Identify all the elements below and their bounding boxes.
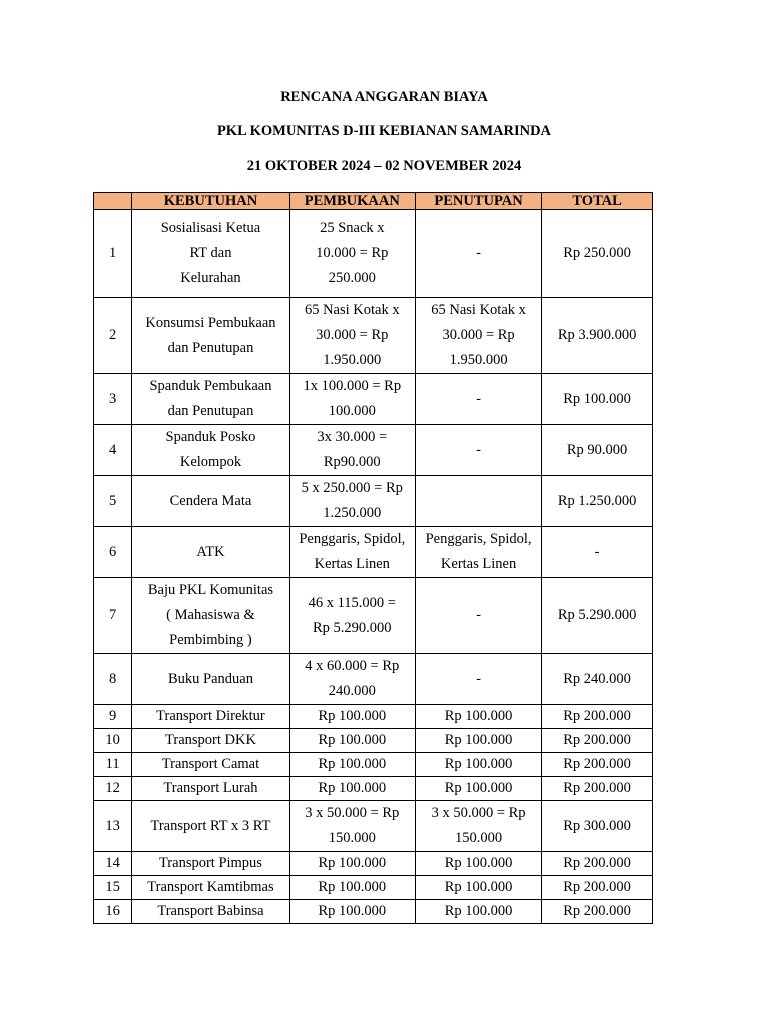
table-row xyxy=(94,705,653,729)
cell-line: Transport Babinsa xyxy=(157,903,264,919)
cell-pembukaan xyxy=(289,298,415,374)
cell-line: Konsumsi Pembukaan xyxy=(145,314,276,331)
cell-pembukaan xyxy=(289,777,415,801)
cell-no: 2 xyxy=(94,298,132,374)
cell-pembukaan xyxy=(289,852,415,876)
cell-line: Kelurahan xyxy=(180,270,241,286)
cell-line: Rp 100.000 xyxy=(318,732,387,748)
cell-penutupan xyxy=(415,852,541,876)
table-row xyxy=(94,876,653,900)
cell-no: 8 xyxy=(94,654,132,705)
cell-line: RT dan xyxy=(189,245,232,261)
cell-line: Rp 100.000 xyxy=(318,780,387,796)
cell-line: Rp 100.000 xyxy=(444,855,513,871)
cell-total: - xyxy=(542,527,653,578)
cell-penutupan xyxy=(415,425,541,476)
cell-line: Rp 100.000 xyxy=(318,708,387,724)
cell-line: Pembimbing ) xyxy=(169,632,252,648)
cell-line: Transport RT x 3 RT xyxy=(150,817,271,834)
cell-line: Transport Direktur xyxy=(156,708,265,724)
table-row xyxy=(94,900,653,924)
cell-line: 240.000 xyxy=(328,683,376,699)
cell-line: 1x 100.000 = Rp xyxy=(303,378,402,394)
header-penutupan: PENUTUPAN xyxy=(415,193,541,210)
cell-no: 1 xyxy=(94,210,132,298)
cell-kebutuhan xyxy=(132,476,289,527)
cell-no: 13 xyxy=(94,801,132,852)
cell-pembukaan xyxy=(289,654,415,705)
cell-line: 10.000 = Rp xyxy=(316,245,389,261)
cell-line: Rp 100.000 xyxy=(444,732,513,748)
cell-pembukaan xyxy=(289,729,415,753)
cell-line: Cendera Mata xyxy=(169,492,252,509)
cell-line: 150.000 xyxy=(455,830,503,846)
cell-penutupan xyxy=(415,476,541,527)
cell-penutupan xyxy=(415,900,541,924)
cell-no: 15 xyxy=(94,876,132,900)
cell-line: 65 Nasi Kotak x xyxy=(304,302,400,318)
cell-line: Spanduk Posko xyxy=(165,429,256,445)
cell-kebutuhan xyxy=(132,876,289,900)
cell-line: Transport Camat xyxy=(161,756,260,772)
cell-line: ATK xyxy=(196,543,225,560)
cell-no: 3 xyxy=(94,374,132,425)
cell-kebutuhan xyxy=(132,753,289,777)
cell-pembukaan xyxy=(289,705,415,729)
cell-line: 30.000 = Rp xyxy=(442,327,515,343)
header-pembukaan: PEMBUKAAN xyxy=(289,193,415,210)
cell-line: 3 x 50.000 = Rp xyxy=(305,805,400,821)
cell-total: Rp 300.000 xyxy=(542,801,653,852)
cell-total: Rp 200.000 xyxy=(542,705,653,729)
document-subtitle: PKL KOMUNITAS D-III KEBIANAN SAMARINDA xyxy=(216,123,552,139)
cell-line: Penggaris, Spidol, xyxy=(299,531,406,547)
cell-line: ( Mahasiswa & xyxy=(166,607,255,623)
cell-line: 1.250.000 xyxy=(323,505,382,521)
cell-no: 16 xyxy=(94,900,132,924)
cell-line: 100.000 xyxy=(328,403,376,419)
cell-line: 5 x 250.000 = Rp xyxy=(301,480,403,496)
table-row xyxy=(94,298,653,374)
cell-no: 12 xyxy=(94,777,132,801)
cell-line: 65 Nasi Kotak x xyxy=(431,302,526,318)
cell-line: - xyxy=(476,607,481,623)
table-row xyxy=(94,801,653,852)
cell-total: Rp 3.900.000 xyxy=(542,298,653,374)
header-no xyxy=(94,193,132,210)
cell-no: 10 xyxy=(94,729,132,753)
cell-pembukaan xyxy=(289,425,415,476)
cell-line: Kelompok xyxy=(179,454,242,470)
cell-penutupan xyxy=(415,210,541,298)
cell-line: 46 x 115.000 = xyxy=(308,594,396,611)
table-row xyxy=(94,852,653,876)
cell-line: Kertas Linen xyxy=(440,556,517,572)
cell-kebutuhan xyxy=(132,298,289,374)
cell-kebutuhan xyxy=(132,900,289,924)
cell-line: Kertas Linen xyxy=(314,556,390,572)
cell-pembukaan xyxy=(289,374,415,425)
cell-penutupan xyxy=(415,527,541,578)
cell-penutupan xyxy=(415,876,541,900)
table-header-row xyxy=(94,193,653,210)
table-row xyxy=(94,527,653,578)
cell-pembukaan xyxy=(289,527,415,578)
cell-penutupan xyxy=(415,705,541,729)
cell-line: - xyxy=(476,245,481,261)
cell-line: - xyxy=(476,670,481,687)
header-total: TOTAL xyxy=(542,193,653,210)
budget-table xyxy=(93,192,653,924)
document-title: RENCANA ANGGARAN BIAYA xyxy=(280,89,488,105)
cell-total: Rp 5.290.000 xyxy=(542,578,653,654)
cell-penutupan xyxy=(415,729,541,753)
cell-line: 3x 30.000 = xyxy=(317,429,388,445)
cell-total: Rp 100.000 xyxy=(542,374,653,425)
cell-line: Transport Pimpus xyxy=(158,855,262,871)
cell-no: 14 xyxy=(94,852,132,876)
cell-line: Baju PKL Komunitas xyxy=(147,582,274,598)
table-row xyxy=(94,425,653,476)
cell-kebutuhan xyxy=(132,852,289,876)
cell-line: dan Penutupan xyxy=(167,339,254,356)
cell-kebutuhan xyxy=(132,729,289,753)
cell-pembukaan xyxy=(289,900,415,924)
cell-line: Rp 100.000 xyxy=(318,855,387,871)
table-row xyxy=(94,578,653,654)
cell-line: Rp 100.000 xyxy=(444,879,513,895)
cell-kebutuhan xyxy=(132,801,289,852)
cell-line: dan Penutupan xyxy=(167,403,254,419)
cell-kebutuhan xyxy=(132,425,289,476)
cell-kebutuhan xyxy=(132,705,289,729)
cell-kebutuhan xyxy=(132,777,289,801)
cell-line: Transport DKK xyxy=(165,732,256,748)
table-row xyxy=(94,374,653,425)
cell-line: 3 x 50.000 = Rp xyxy=(431,805,526,821)
cell-total: Rp 200.000 xyxy=(542,900,653,924)
document-date-range: 21 OKTOBER 2024 – 02 NOVEMBER 2024 xyxy=(246,158,522,174)
cell-line: 1.950.000 xyxy=(323,352,382,368)
cell-no: 4 xyxy=(94,425,132,476)
cell-total: Rp 200.000 xyxy=(542,876,653,900)
cell-pembukaan xyxy=(289,210,415,298)
header-kebutuhan: KEBUTUHAN xyxy=(132,193,289,210)
cell-line: 1.950.000 xyxy=(449,352,508,368)
cell-line: 30.000 = Rp xyxy=(316,327,389,343)
cell-line: Buku Panduan xyxy=(167,670,253,687)
cell-kebutuhan xyxy=(132,210,289,298)
cell-no: 7 xyxy=(94,578,132,654)
cell-no: 9 xyxy=(94,705,132,729)
cell-total: Rp 1.250.000 xyxy=(542,476,653,527)
cell-kebutuhan xyxy=(132,654,289,705)
cell-line: 4 x 60.000 = Rp xyxy=(305,658,400,674)
cell-penutupan xyxy=(415,777,541,801)
table-row xyxy=(94,654,653,705)
cell-line: Rp 100.000 xyxy=(318,756,387,772)
table-row xyxy=(94,777,653,801)
cell-pembukaan xyxy=(289,476,415,527)
cell-line: 250.000 xyxy=(328,270,376,286)
cell-penutupan xyxy=(415,298,541,374)
cell-no: 6 xyxy=(94,527,132,578)
cell-total: Rp 200.000 xyxy=(542,852,653,876)
cell-line: Rp 100.000 xyxy=(444,708,513,724)
cell-line: Spanduk Pembukaan xyxy=(149,378,272,394)
cell-line: Rp 100.000 xyxy=(444,756,513,772)
cell-total: Rp 250.000 xyxy=(542,210,653,298)
cell-penutupan xyxy=(415,801,541,852)
cell-penutupan xyxy=(415,654,541,705)
cell-pembukaan xyxy=(289,876,415,900)
cell-no: 11 xyxy=(94,753,132,777)
cell-line: Rp 100.000 xyxy=(318,879,387,895)
cell-kebutuhan xyxy=(132,527,289,578)
cell-line: - xyxy=(476,390,481,407)
cell-total: Rp 240.000 xyxy=(542,654,653,705)
cell-total: Rp 200.000 xyxy=(542,753,653,777)
table-row xyxy=(94,729,653,753)
cell-line: Transport Kamtibmas xyxy=(147,879,274,895)
cell-line: 150.000 xyxy=(328,830,376,846)
cell-line: Penggaris, Spidol, xyxy=(425,531,532,547)
cell-kebutuhan xyxy=(132,374,289,425)
cell-total: Rp 200.000 xyxy=(542,729,653,753)
cell-penutupan xyxy=(415,374,541,425)
cell-line: Transport Lurah xyxy=(163,780,258,796)
table-body xyxy=(94,210,653,924)
cell-line: Sosialisasi Ketua xyxy=(160,220,261,236)
cell-no: 5 xyxy=(94,476,132,527)
cell-penutupan xyxy=(415,753,541,777)
cell-line: Rp90.000 xyxy=(323,454,381,470)
cell-line: 25 Snack x xyxy=(320,220,385,236)
cell-pembukaan xyxy=(289,578,415,654)
cell-line: Rp 100.000 xyxy=(444,780,513,796)
cell-kebutuhan xyxy=(132,578,289,654)
cell-line: Rp 5.290.000 xyxy=(313,619,392,636)
cell-pembukaan xyxy=(289,753,415,777)
cell-pembukaan xyxy=(289,801,415,852)
cell-line: Rp 100.000 xyxy=(318,903,387,919)
table-row xyxy=(94,476,653,527)
cell-total: Rp 200.000 xyxy=(542,777,653,801)
table-row xyxy=(94,753,653,777)
cell-line: Rp 100.000 xyxy=(444,903,513,919)
cell-total: Rp 90.000 xyxy=(542,425,653,476)
table-row xyxy=(94,210,653,298)
cell-penutupan xyxy=(415,578,541,654)
cell-line: - xyxy=(476,441,481,458)
